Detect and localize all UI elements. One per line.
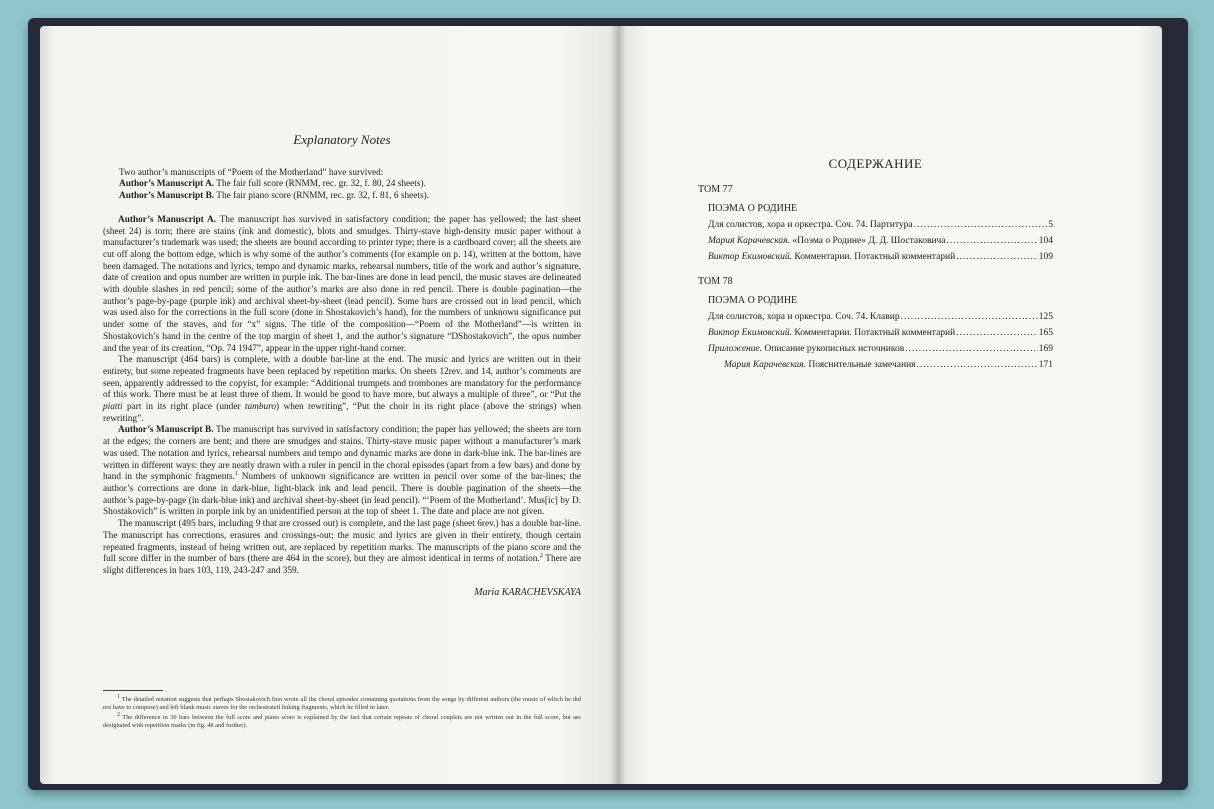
paragraph-ms-b-lead: Author’s Manuscript B. — [118, 425, 214, 436]
footnote-1 — [103, 693, 581, 712]
ms-a-label: Author’s Manuscript A. — [119, 179, 215, 190]
paragraph-ms-a-lead: Author’s Manuscript A. — [118, 214, 217, 225]
p2-part3: ) when rewriting”, “Put the choir in its right place (above the strings) when rewriting”. — [103, 402, 581, 424]
volume-78-section: ПОЭМА О РОДИНЕ — [708, 295, 798, 306]
toc-entry-page: 109 — [1038, 252, 1053, 262]
footnote-ref-2: 2 — [539, 553, 543, 560]
toc-entry[interactable] — [698, 249, 1053, 265]
footnote-1-text: The detailed notation suggests that perhaps Shostakovich first wrote all the choral episodes containing quotations from the songs by different authors (the music of which he did not have to compose) and left blank music staves for the orchestrated linking fragments, which he filled in later. — [103, 696, 581, 711]
toc-entry[interactable] — [698, 217, 1053, 233]
volume-77-label: ТОМ 77 — [698, 184, 733, 195]
p4-part1: The manuscript (495 bars, including 9 that are crossed out) is complete, and the last page (sheet 6rev.) has a double bar-line. The manuscript has corrections, erasures and crossings-out; the music and lyrics are given in their entirety, though certain repeated fragments, instead of being written out, are replaced by repetition marks. The manuscripts of the piano score and the full score differ in the number of bars (there are 464 in the score), but they are almost identical in terms of notation. — [103, 519, 581, 565]
toc-entry-page: 5 — [1048, 220, 1053, 230]
ms-b-desc: The fair piano score (RNMM, rec. gr. 32, f. 81, 6 sheets). — [214, 191, 430, 202]
toc-entry-page: 165 — [1038, 328, 1053, 338]
intro-line: Two author’s manuscripts of “Poem of the Motherland” have survived: — [119, 167, 384, 178]
book-gutter — [610, 26, 626, 784]
volume-78-label: ТОМ 78 — [698, 276, 733, 287]
toc-entry-page: 171 — [1038, 360, 1053, 370]
volume-78 — [698, 276, 1053, 373]
toc-entry[interactable] — [698, 341, 1053, 357]
toc-entry-author: Приложение. — [708, 344, 763, 354]
paragraph-ms-a-content — [103, 355, 581, 425]
toc-entry-page: 104 — [1038, 236, 1053, 246]
notes-title: Explanatory Notes — [293, 132, 391, 147]
paragraph-ms-a-text: The manuscript has survived in satisfactory condition; the paper has yellowed; the last sheet (sheet 24) is torn; there are stains (ink and domestic), blots and smudges. Thirty-stave high-density music paper without a manufacturer’s trademark was used; the sheets are bound according to printer type; there is a cardboard cover; all the sheets are cut off along the bottom edge, which is why some of the author’s comments (for example on p. 14), written at the bottom, have been damaged. The notations and lyrics, tempo and dynamic marks, rehearsal numbers, title of the work and author’s signature, date of creation and opus number are written in purple ink. The bar-lines are done in lead pencil, the music staves are delineated with double slashes in red pencil; some of the author’s marks are also done in red pencil. There is double pagination—the author’s page-by-page (purple ink) and archival sheet-by-sheet (lead pencil). Some bars are crossed out in lead pencil, which was used also for the corrections in the full score (done in Shostakovich’s hand), for the numbers of unknown significance put under some of the staves, and for “x” signs. The title of the composition—“Poem of the Motherland”—is written in Shostakovich’s hand in the centre of the top margin of sheet 1, and the author’s signature “DShostakovich”, the opus number and the year of its creation, “Op. 74 1947”, appear in the upper right-hand corner. — [103, 214, 581, 354]
ms-b-label: Author’s Manuscript B. — [119, 191, 215, 202]
volume-77-section: ПОЭМА О РОДИНЕ — [708, 203, 798, 214]
footnote-2 — [103, 711, 581, 730]
toc-title: СОДЕРЖАНИЕ — [828, 156, 923, 171]
toc-leader-dots — [905, 341, 1038, 357]
toc-leader-dots — [914, 217, 1048, 233]
paragraph-ms-b — [103, 425, 581, 519]
footnote-1-number: 1 — [117, 693, 120, 700]
footnote-divider — [103, 690, 163, 691]
toc-entry-author: Виктор Екимовский. — [708, 328, 792, 338]
p3-part1: The manuscript has survived in satisfactory condition; the paper has yellowed; the sheets are torn at the edges; the corners are bent; and there are smudges and stains. Thirty-stave music paper without a manufacturer’s mark was used. The notation and lyrics, rehearsal numbers and tempo and dynamic marks are done in dark-blue ink. The bar-lines are written in different ways: they are neatly drawn with a ruler in pencil in the choral episodes (apart from a few bars) and done by hand in the symphonic fragments. — [103, 425, 581, 483]
toc-entry-title: Описание рукописных источников — [762, 344, 905, 354]
toc-entry-label — [708, 249, 955, 265]
toc-entry-label — [708, 325, 955, 341]
p4-part2: There are slight differences in bars 103, 119, 243-247 and 359. — [103, 554, 581, 576]
p2-part2: part in its right place (under — [122, 402, 245, 413]
paragraph-ms-a — [103, 215, 581, 355]
toc-entry[interactable] — [698, 309, 1053, 325]
toc-leader-dots — [947, 233, 1038, 249]
toc-leader-dots — [956, 249, 1038, 265]
explanatory-notes — [103, 134, 581, 598]
toc-entry-page: 125 — [1038, 312, 1053, 322]
footnote-ref-1: 1 — [234, 471, 238, 478]
p3-part2: Numbers of unknown significance are written in pencil over some of the bar-lines; the author’s corrections are done in dark-blue, light-black ink and lead pencil. There is double pagination of the sheets—the author’s page-by-page (in dark-blue ink) and archival sheet-by-sheet (in lead pencil). “‘Poem of the Motherland’. Mus[ic] by D. Shostakovich” is written in purple ink by an unidentified person at the top of sheet 1. The date and place are not given. — [103, 472, 581, 518]
toc-entry-title: Пояснительные замечания — [805, 360, 916, 370]
toc-entry-title: Комментарии. Потактный комментарий — [791, 252, 956, 262]
toc-entry[interactable] — [698, 357, 1053, 373]
author-signature: Maria KARACHEVSKAYA — [474, 586, 581, 598]
toc-leader-dots — [956, 325, 1038, 341]
p2-piatti: piatti — [103, 402, 123, 413]
footnotes — [103, 693, 581, 732]
toc-leader-dots — [901, 309, 1038, 325]
p2-tamburo: tamburo — [244, 402, 277, 413]
toc-entry-label: Для солистов, хора и оркестра. Соч. 74. Партитура — [708, 220, 913, 230]
toc-entry-page: 169 — [1038, 344, 1053, 354]
toc-entry[interactable] — [698, 233, 1053, 249]
intro-ms-a — [119, 179, 581, 191]
volume-77 — [698, 184, 1053, 265]
toc-entry-label — [708, 341, 904, 357]
toc-entry-title: «Поэма о Родине» Д. Д. Шостаковича — [789, 236, 946, 246]
footnote-2-text: The difference in 30 bars between the full score and piano score is explained by the fact that certain repeats of choral couplets are not written out in the full score, but are designated with repetition marks (in fig. 48 and further). — [103, 714, 581, 729]
toc-entry[interactable] — [698, 325, 1053, 341]
toc-entry-author: Мария Карачевская. — [708, 236, 790, 246]
table-of-contents — [698, 156, 1053, 384]
toc-entry-author: Мария Карачевская. — [724, 360, 806, 370]
toc-entry-label — [724, 357, 916, 373]
p2-part1: The manuscript (464 bars) is complete, with a double bar-line at the end. The music and lyrics are written out in their entirety, but some repeated fragments have been replaced by repetition marks. On sheets 12rev. and 14, author’s comments are seen, apparently addressed to the copyist, for example: “Additional trumpets and trombones are mandatory for the performance of this work. There must be at least three of them. It would be good to have more, but always a multiple of three”, or “Put the — [103, 355, 581, 401]
toc-entry-label: Для солистов, хора и оркестра. Соч. 74. Клавир — [708, 312, 900, 322]
toc-entry-label — [708, 233, 946, 249]
intro-ms-b — [119, 191, 581, 203]
ms-a-desc: The fair full score (RNMM, rec. gr. 32, f. 80, 24 sheets). — [214, 179, 426, 190]
toc-leader-dots — [917, 357, 1038, 373]
footnote-2-number: 2 — [117, 711, 120, 718]
toc-entry-title: Комментарии. Потактный комментарий — [791, 328, 956, 338]
toc-entry-author: Виктор Екимовский. — [708, 252, 792, 262]
paragraph-ms-b-content — [103, 519, 581, 578]
intro-block — [119, 168, 581, 203]
right-page — [618, 26, 1162, 784]
